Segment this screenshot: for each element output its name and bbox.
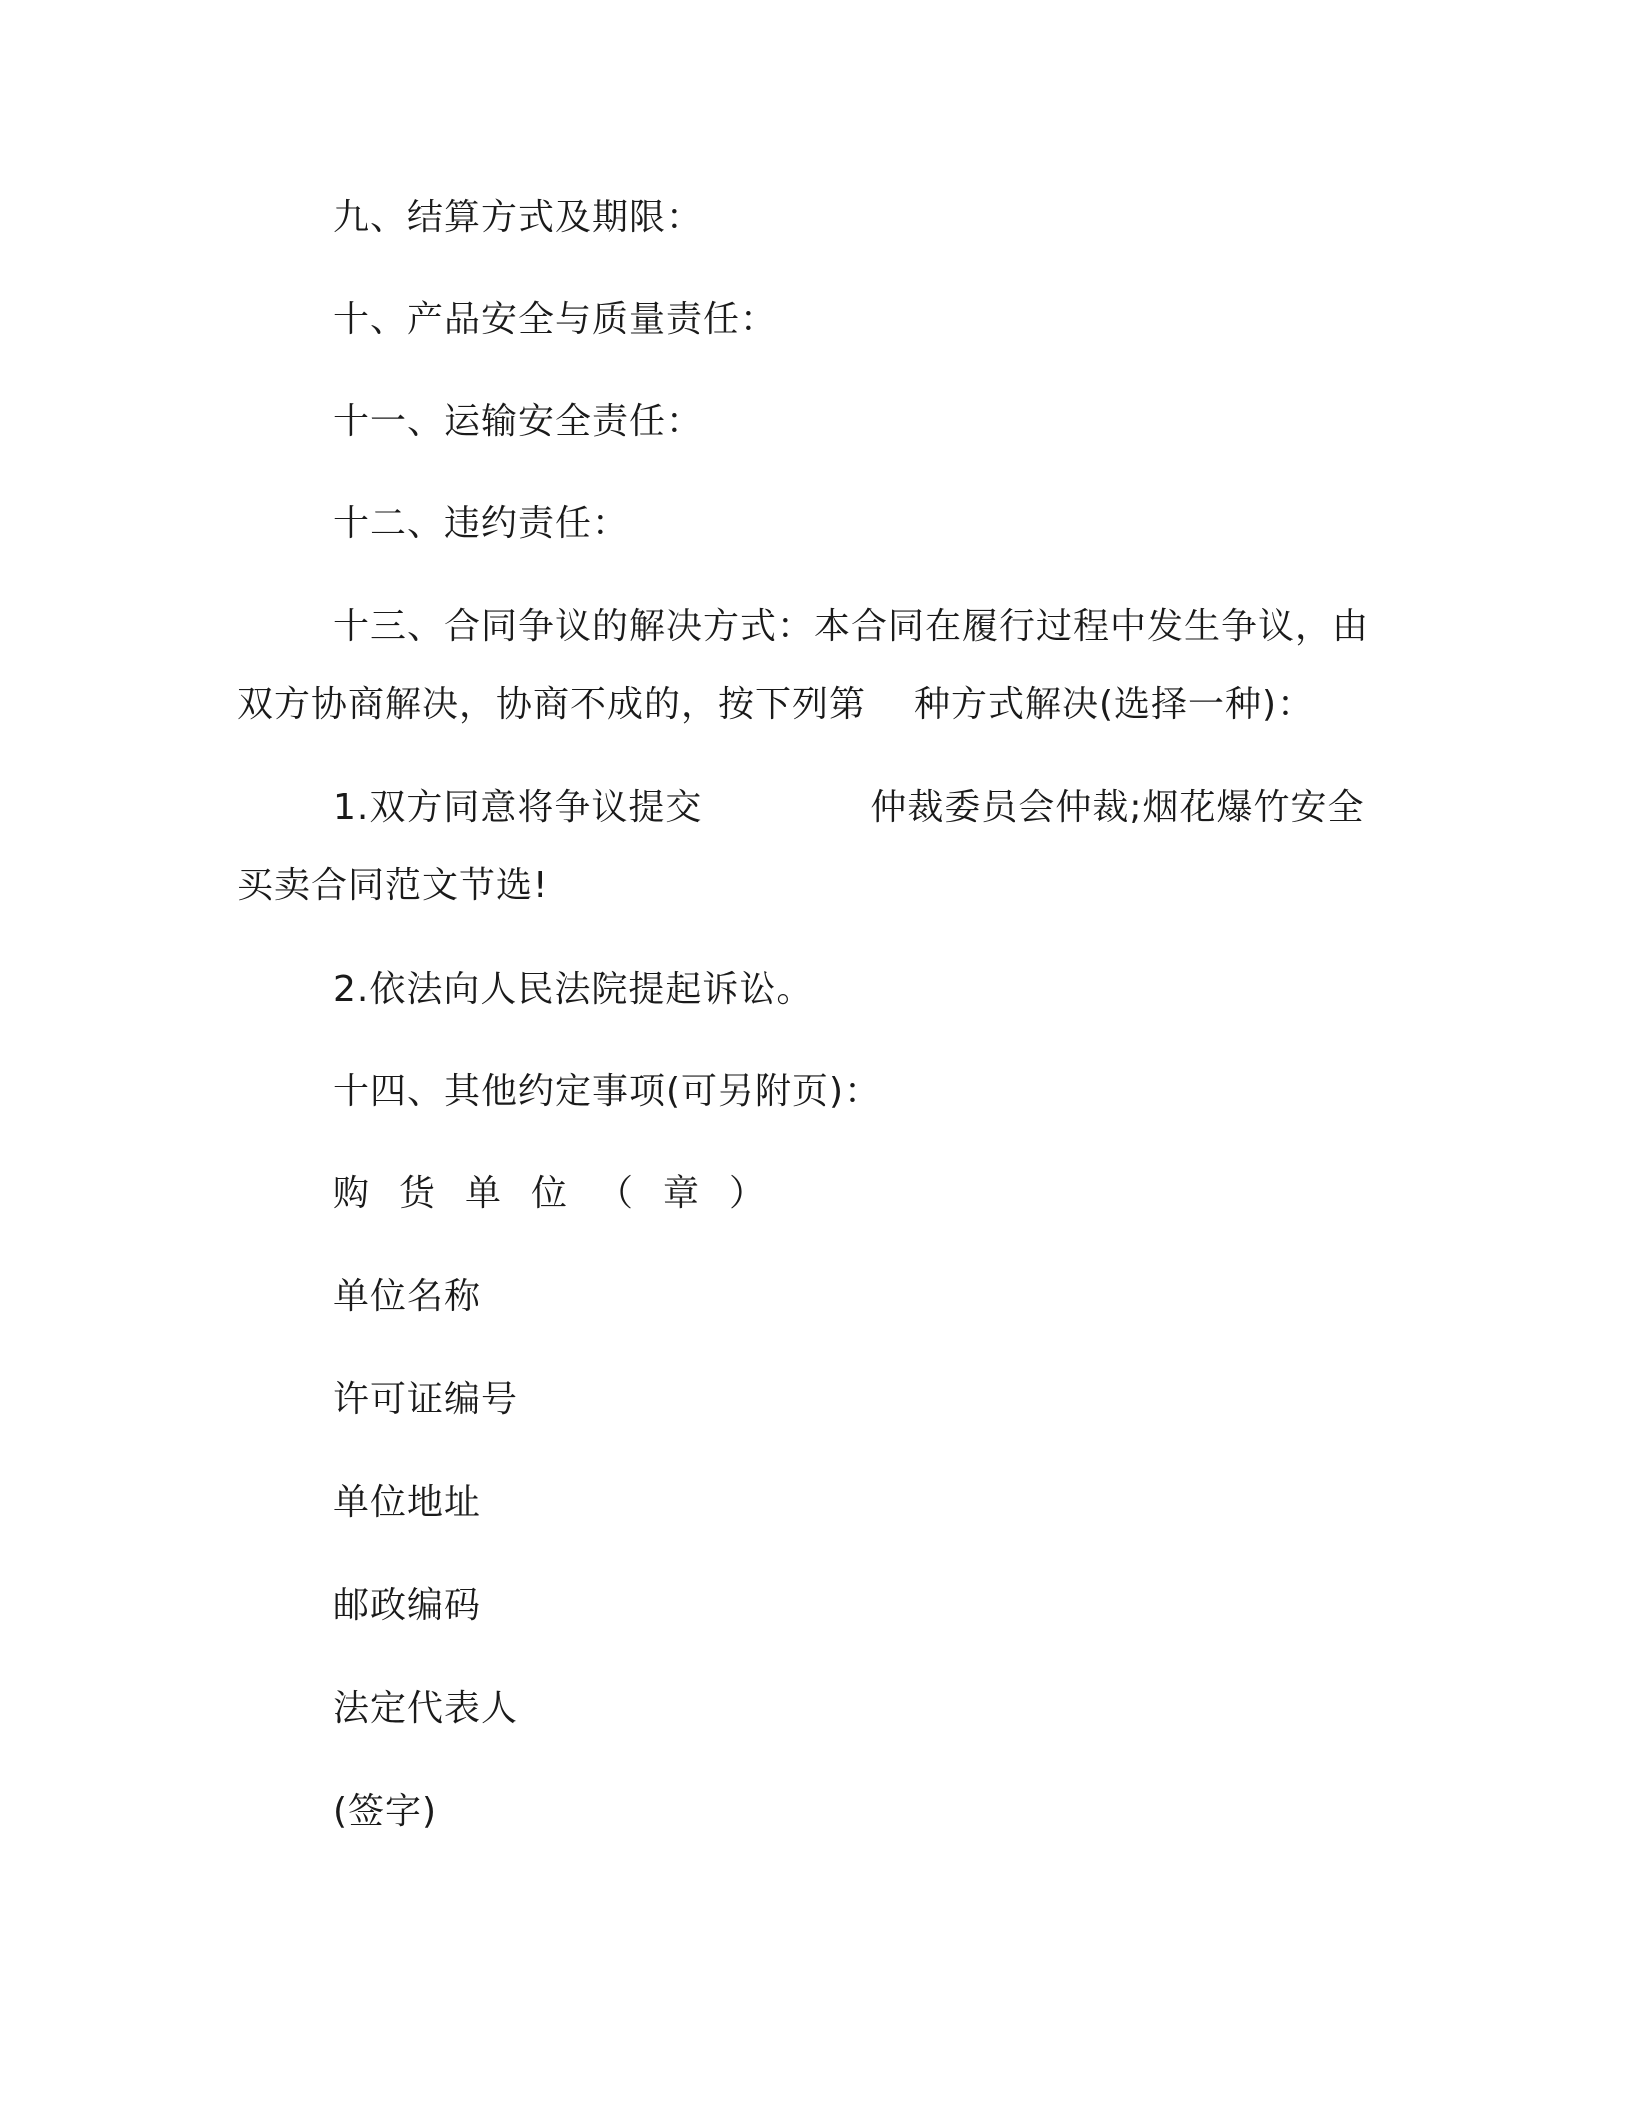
option-1-line-1 xyxy=(333,786,1365,830)
buyer-heading: 购货单位（章） xyxy=(333,1173,796,1214)
signature-label: (签字) xyxy=(333,1791,438,1832)
clause-13-line-1: 十三、合同争议的解决方式：本合同在履行过程中发生争议，由 xyxy=(333,606,1370,647)
unit-address-label: 单位地址 xyxy=(333,1482,482,1523)
clause-9: 九、结算方式及期限： xyxy=(333,197,704,238)
clause-13-line-2-part-b: 种方式解决(选择一种)： xyxy=(914,684,1315,725)
clause-14: 十四、其他约定事项(可另附页)： xyxy=(333,1071,882,1112)
clause-13-line-2-part-a: 双方协商解决，协商不成的，按下列第 xyxy=(237,684,867,725)
legal-representative-label: 法定代表人 xyxy=(333,1688,519,1729)
option-1-line-2: 买卖合同范文节选! xyxy=(237,865,549,906)
clause-13-line-2 xyxy=(237,683,1314,727)
license-number-label: 许可证编号 xyxy=(333,1379,519,1420)
clause-11: 十一、运输安全责任： xyxy=(333,401,704,442)
option-1-part-a: 1.双方同意将争议提交 xyxy=(333,787,703,828)
clause-10: 十、产品安全与质量责任： xyxy=(333,299,778,340)
unit-name-label: 单位名称 xyxy=(333,1276,482,1317)
option-1-part-b: 仲裁委员会仲裁;烟花爆竹安全 xyxy=(870,787,1365,828)
clause-12: 十二、违约责任： xyxy=(333,503,630,544)
option-2: 2.依法向人民法院提起诉讼。 xyxy=(333,969,814,1010)
postal-code-label: 邮政编码 xyxy=(333,1585,482,1626)
